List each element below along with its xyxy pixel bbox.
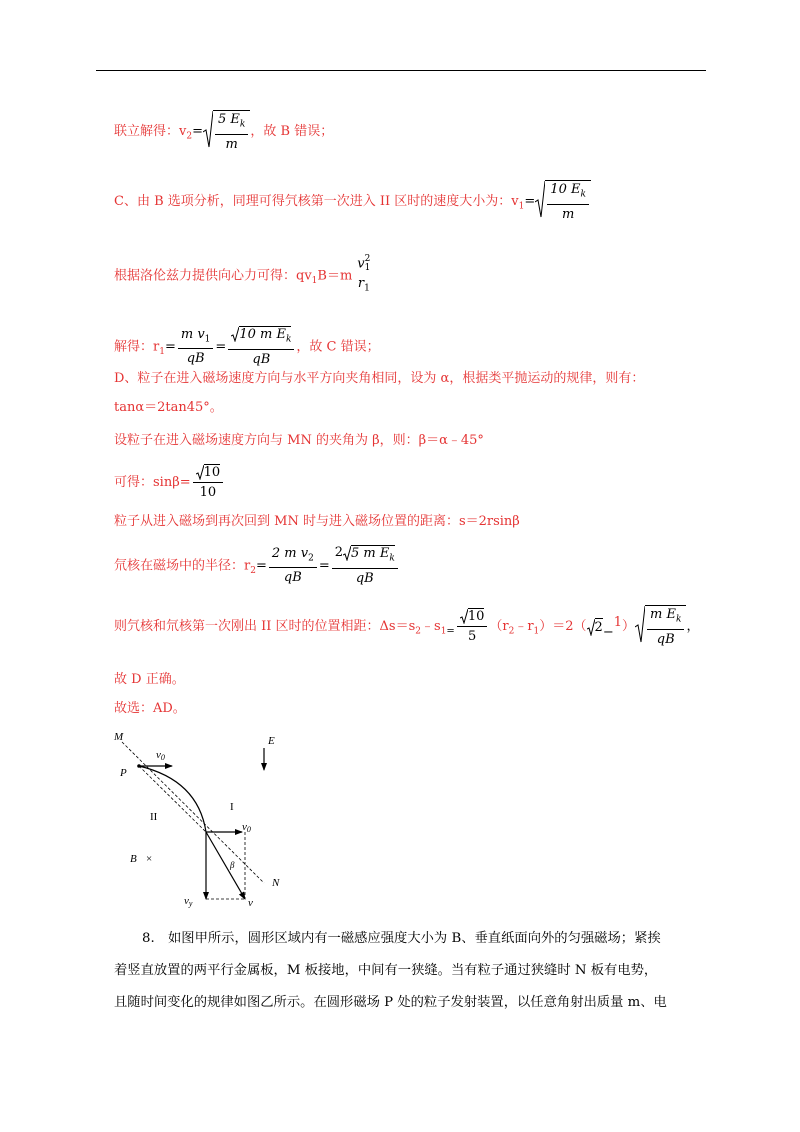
lorentz-mid: B＝m [317,268,353,284]
label-region-ii: II [150,811,158,823]
question-8-line-2: 着竖直放置的两平行金属板，M 板接地，中间有一狭缝。当有粒子通过狭缝时 N 板有电势， [114,963,658,978]
ds-r2: 2 [508,626,515,637]
label-v0-top: v0 [156,749,165,762]
lorentz-lead: 根据洛伦兹力提供向心力可得：qv [114,268,312,284]
label-region-i: I [230,801,234,813]
line-c-rad-den: m [561,206,575,222]
r1-f1-num: m v [180,326,205,342]
lorentz-num-sub: 1 [364,263,371,273]
ds-num: 10 [467,608,485,624]
ds-eq: = [446,625,455,637]
lorentz-den: r [357,276,365,291]
ds-rad-k: k [675,614,682,625]
line-c-lead: C、由 B 选项分析，同理可得氕核第一次进入 II 区时的速度大小为：v [114,193,519,209]
ds-r1: 1 [533,626,540,637]
solution-line-b [114,110,333,153]
r2-lead: 氘核在磁场中的半径：r [114,558,251,574]
r1-f1-num-sub: 1 [204,334,211,345]
line-b-rad-den: m [225,136,238,152]
r2-f2-num: 5 m E [351,546,390,561]
question-8-line-1: 8. 如图甲所示，圆形区域内有一磁感应强度大小为 B、垂直纸面向外的匀强磁场；紧挨 [142,931,661,946]
r2-frac2 [332,545,398,587]
r1-f2-num: 10 m E [239,327,286,342]
line-b-sub: 2 [186,131,193,142]
line-c-sub: 1 [518,201,525,212]
solution-line-answer: 故选：AD。 [114,701,186,716]
r2-f2-num-sub: k [389,553,395,564]
ds-lead: 则氕核和氘核第一次刚出 II 区时的位置相距：Δs＝s [114,618,416,634]
v-arrow [206,832,245,899]
label-vy: vy [184,895,193,908]
solution-line-d-ok: 故 D 正确。 [114,672,185,687]
sqrt-10ek-m [535,180,591,223]
r2-f2-den: qB [355,570,374,586]
r2-f1-num-sub: 2 [308,553,314,564]
ds-tail: ， [686,618,700,634]
ds-minus: ﹣s [421,618,441,634]
line-c-rad-k: k [580,189,586,200]
line-b-rad-k: k [239,119,246,130]
sin-lead: 可得：sinβ= [114,475,191,490]
motion-diagram [112,728,292,908]
line-b-lead: 联立解得：v [114,123,187,139]
ds-minus1: − [602,624,614,640]
ds-den: 5 [467,628,477,644]
r1-eq: = [164,339,176,355]
sin-den: 10 [199,485,217,500]
label-p: P [120,767,127,779]
lorentz-den-sub: 1 [364,283,370,294]
r1-f1-den: qB [186,351,205,367]
label-b: B [130,853,137,865]
question-8-line-3: 且随时间变化的规律如图乙所示。在圆形磁场 P 处的粒子发射装置，以任意角射出质量 m、电 [114,995,667,1010]
ds-rad-den: qB [656,631,675,647]
ds-rminus: ﹣r [514,618,534,634]
label-beta: β [230,860,235,870]
line-c-eq: = [524,193,536,209]
r1-f2-num-sub: k [285,334,292,345]
label-e: E [268,735,275,747]
r1-frac2 [228,326,294,368]
header-rule [96,70,706,71]
label-b-symbol: × [146,853,153,865]
solution-line-r2 [114,545,400,587]
solution-line-d2: tanα＝2tan45°。 [114,400,223,415]
solution-line-ds [114,605,699,648]
label-n: N [272,877,280,889]
r2-sub: 2 [250,565,256,576]
solution-line-d1: D、粒子在进入磁场速度方向与水平方向夹角相同，设为 α，根据类平抛运动的规律，则有： [114,371,645,386]
sin-num: 10 [203,465,221,480]
ds-close: ）＝2（ [539,618,587,634]
solution-line-r1 [114,326,380,368]
sin-frac [193,464,224,501]
solution-line-beta: 设粒子在进入磁场速度方向与 MN 的夹角为 β，则：β＝α﹣45° [114,433,484,448]
r1-tail: ，故 C 错误； [296,339,380,355]
r2-eq: = [255,558,267,574]
r1-eq2: = [215,339,227,355]
ds-s1: 1 [440,626,447,637]
label-v: v [248,897,253,908]
solution-line-sin [114,464,225,501]
r2-f2-coef: 2 [334,545,343,560]
solution-line-s: 粒子从进入磁场到再次回到 MN 时与进入磁场位置的距离：s＝2rsinβ [114,514,520,529]
r2-eq2: = [318,558,330,574]
r2-frac1 [269,546,317,587]
ds-sqrt2-val: 2 [594,619,603,635]
lorentz-num-sup: 2 [364,254,371,264]
sqrt-5ek-m [203,110,250,153]
lorentz-num: v [357,256,365,272]
label-m: M [114,731,124,743]
line-b-rad-num: 5 E [218,112,240,127]
solution-line-lorentz [114,255,375,297]
lorentz-frac [354,255,373,297]
r1-sub: 1 [159,346,165,357]
r2-f1-den: qB [283,570,302,586]
line-b-tail: ，故 B 错误； [250,123,334,139]
r2-f1-num: 2 m v [271,545,309,561]
solution-line-c [114,180,591,223]
r1-lead: 解得：r [114,339,160,355]
label-v0-right: v0 [242,821,251,834]
r1-f2-den: qB [252,351,271,367]
ds-rad-num: m E [650,607,676,622]
mn-dashed-line [122,742,264,883]
ds-frac [457,608,488,645]
ds-close2: ） [622,618,636,634]
r1-frac1 [178,327,214,368]
lorentz-sub: 1 [311,275,318,286]
sqrt-mek-qb [635,605,686,648]
line-c-rad-num: 10 E [550,182,581,197]
line-b-eq: = [192,123,203,139]
ds-s2: 2 [415,626,422,637]
ds-sqrt2 [587,618,603,637]
ds-one: 1 [613,614,623,630]
ds-paren: （r [489,618,509,634]
